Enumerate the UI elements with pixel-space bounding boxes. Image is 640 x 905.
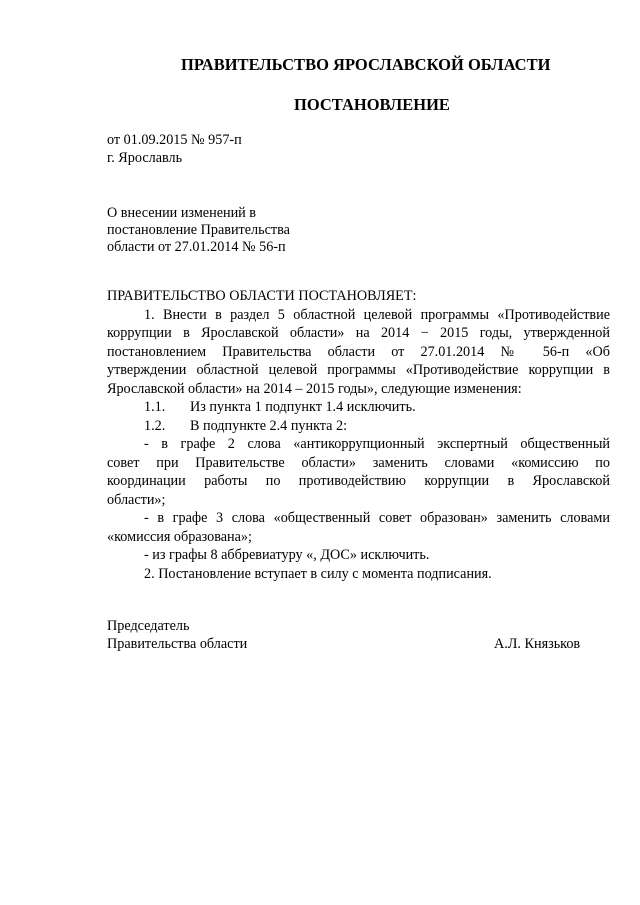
signatory-name: А.Л. Князьков [494,636,581,652]
decree-preamble: ПРАВИТЕЛЬСТВО ОБЛАСТИ ПОСТАНОВЛЯЕТ: [107,288,417,304]
subitem-number: 1.2. [144,417,166,434]
paragraph-1-line: постановлением Правительства области от 27.01.2014 № 56-п «Об [107,343,610,360]
subitem-text: В подпункте 2.4 пункта 2: [190,417,348,434]
subject-line: постановление Правительства [107,222,290,238]
dash-item-line: - в графе 3 слова «общественный совет образован» заменить словами [144,510,610,526]
paragraph-1-line: 1. Внести в раздел 5 областной целевой программы «Противодействие [144,306,610,323]
dash-item-line: области»; [107,491,166,508]
paragraph-1-line: утверждении областной целевой программы «Противодействие коррупции в [107,362,610,378]
date-number: от 01.09.2015 № 957-п [107,132,242,148]
dash-item-line: «комиссия образована»; [107,528,252,545]
signature-title: Правительства области [107,636,248,652]
subitem-1-1 [107,398,610,417]
subitem-text: Из пункта 1 подпункт 1.4 исключить. [190,399,416,415]
subject-line: О внесении изменений в [107,205,257,221]
organization-heading: ПРАВИТЕЛЬСТВО ЯРОСЛАВСКОЙ ОБЛАСТИ [181,55,551,74]
city: г. Ярославль [107,150,183,166]
dash-item-line: - из графы 8 аббревиатуру «, ДОС» исключить. [144,547,430,563]
dash-item-line: совет при Правительстве области» заменить словами «комиссию по [107,454,610,471]
paragraph-1-line: Ярославской области» на 2014 – 2015 годы», следующие изменения: [107,380,522,397]
paragraph-2: 2. Постановление вступает в силу с момента подписания. [144,565,492,582]
subitem-1-2 [107,417,610,436]
subitem-number: 1.1. [144,399,166,415]
dash-item-line: координации работы по противодействию коррупции в Ярославской [107,473,610,489]
paragraph-1-line: коррупции в Ярославской области» на 2014 − 2015 годы, утвержденной [107,325,610,341]
decree-body [107,287,610,583]
dash-item-line: - в графе 2 слова «антикоррупционный экспертный общественный [144,436,610,452]
document-type-heading: ПОСТАНОВЛЕНИЕ [294,95,450,114]
signature-title: Председатель [107,618,190,634]
subject-line: области от 27.01.2014 № 56-п [107,239,286,255]
